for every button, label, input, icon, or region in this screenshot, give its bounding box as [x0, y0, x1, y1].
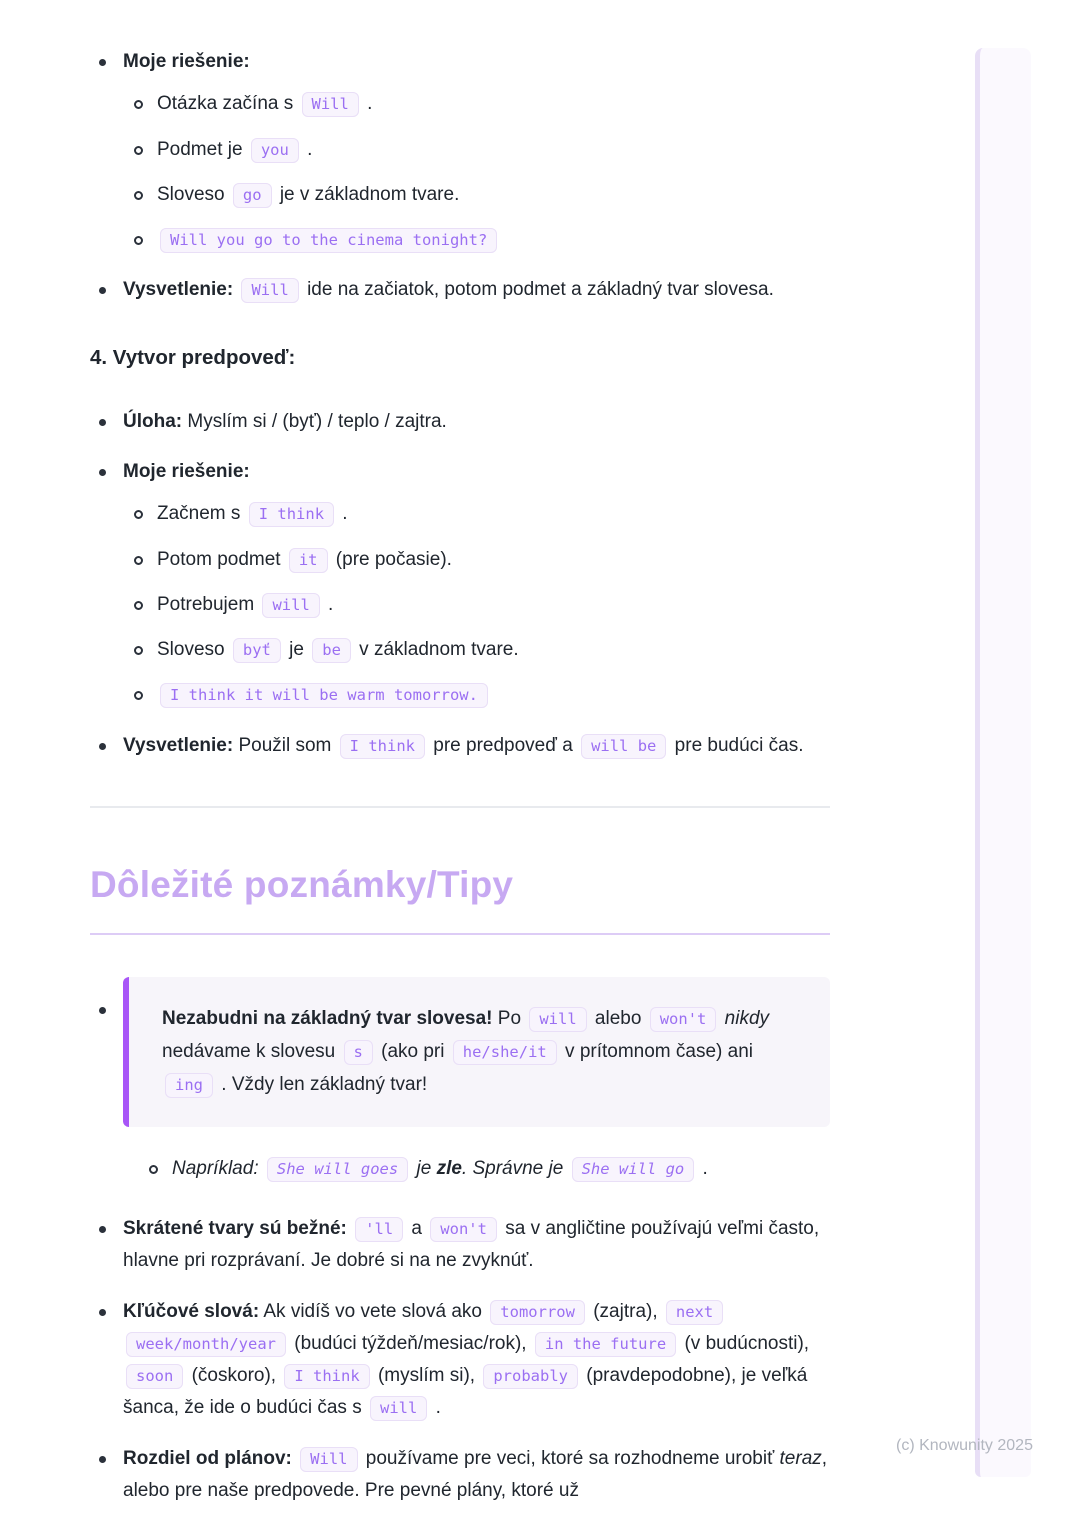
list-item-text: Vysvetlenie: Použil som I think pre predpoveď a will be pre budúci čas. — [123, 730, 830, 762]
bullet-icon — [99, 1007, 106, 1014]
code-chip: it — [289, 548, 328, 573]
list-item — [90, 406, 830, 438]
copyright-note: (c) Knowunity 2025 — [896, 1437, 1033, 1454]
list-item-text: Začnem s I think . — [157, 498, 830, 530]
list-item-text: Úloha: Myslím si / (byť) / teplo / zajtra. — [123, 410, 447, 432]
circle-bullet-icon — [134, 691, 143, 700]
list-item — [90, 1213, 830, 1278]
code-chip: Will — [241, 278, 298, 303]
circle-bullet-icon — [134, 236, 143, 245]
circle-bullet-icon — [149, 1165, 158, 1174]
bullet-icon — [99, 1456, 106, 1463]
code-chip: be — [312, 638, 351, 663]
list-item-text: Otázka začína s Will . — [157, 88, 830, 120]
list-item — [123, 679, 830, 711]
bullet-icon — [99, 1309, 106, 1316]
list-item-text: Moje riešenie: — [123, 51, 250, 72]
code-chip: Will — [302, 92, 359, 117]
tips-list — [90, 977, 830, 1507]
bullet-icon — [99, 419, 106, 426]
code-chip: Will — [300, 1447, 357, 1472]
code-chip: Will you go to the cinema tonight? — [160, 228, 497, 253]
list-item — [123, 179, 830, 211]
code-chip: ing — [165, 1073, 213, 1098]
code-chip: will — [262, 593, 319, 618]
section-heading-4: 4. Vytvor predpoveď: — [90, 345, 296, 369]
code-chip: soon — [126, 1364, 183, 1389]
code-chip: won't — [650, 1007, 717, 1032]
bullet-icon — [99, 59, 106, 66]
circle-bullet-icon — [134, 100, 143, 109]
list-item — [90, 730, 830, 762]
tip-callout: Nezabudni na základný tvar slovesa! Po will alebo won't nikdy nedávame k slovesu s (ako pri he/she/it v prítomnom čase) ani ing . Vždy len základný tvar! — [123, 977, 830, 1127]
circle-bullet-icon — [134, 601, 143, 610]
list-item — [90, 456, 830, 712]
document-body — [90, 46, 830, 1525]
code-chip: She will go — [572, 1157, 695, 1182]
code-chip: byť — [233, 638, 281, 663]
section-divider — [90, 806, 830, 808]
list-item — [123, 224, 830, 256]
code-chip: 'll — [355, 1217, 403, 1242]
list-item — [123, 634, 830, 666]
code-chip: She will goes — [267, 1157, 408, 1182]
circle-bullet-icon — [134, 510, 143, 519]
bullet-icon — [99, 743, 106, 750]
list-item — [123, 498, 830, 530]
list-item — [123, 589, 830, 621]
bullet-icon — [99, 469, 106, 476]
list-item — [90, 977, 830, 1185]
list-item-text: Rozdiel od plánov: Will používame pre veci, ktoré sa rozhodneme urobiť teraz, alebo pre naše predpovede. Pre pevné plány, ktoré už — [123, 1447, 828, 1502]
list-item-text: Potom podmet it (pre počasie). — [157, 544, 830, 576]
code-chip: he/she/it — [453, 1040, 557, 1065]
code-chip: you — [251, 138, 299, 163]
list-item — [123, 134, 830, 166]
circle-bullet-icon — [134, 556, 143, 565]
circle-bullet-icon — [134, 646, 143, 655]
scrollbar-rail[interactable] — [975, 48, 1031, 1477]
list-item-text: Sloveso byť je be v základnom tvare. — [157, 634, 830, 666]
solution1-list — [90, 46, 830, 307]
solution1-sublist — [123, 88, 830, 256]
code-chip: probably — [483, 1364, 578, 1389]
solution2-list — [90, 406, 830, 762]
code-chip: I think — [249, 502, 334, 527]
code-chip: will — [370, 1396, 427, 1421]
code-chip: I think — [284, 1364, 369, 1389]
code-chip: I think it will be warm tomorrow. — [160, 683, 488, 708]
list-item — [90, 1443, 830, 1508]
code-chip: s — [344, 1040, 373, 1065]
list-item-text: Vysvetlenie: Will ide na začiatok, potom podmet a základný tvar slovesa. — [123, 274, 830, 306]
list-item-text: Sloveso go je v základnom tvare. — [157, 179, 830, 211]
bullet-icon — [99, 287, 106, 294]
solution2-sublist — [123, 498, 830, 711]
list-item-text: Napríklad: She will goes je zle. Správne je She will go . — [172, 1153, 830, 1185]
list-item — [123, 88, 830, 120]
list-item-text — [157, 679, 830, 711]
list-item — [90, 274, 830, 306]
code-chip: tomorrow — [490, 1300, 585, 1325]
circle-bullet-icon — [134, 146, 143, 155]
list-item — [123, 544, 830, 576]
code-chip: won't — [430, 1217, 497, 1242]
tips-page-title: Dôležité poznámky/Tipy — [90, 854, 830, 935]
code-chip: will be — [581, 734, 666, 759]
list-item-text: Skrátené tvary sú bežné: 'll a won't sa v angličtine používajú veľmi často, hlavne pri rozprávaní. Je dobré si na ne zvyknúť. — [123, 1217, 820, 1272]
list-item — [90, 1296, 830, 1425]
code-chip: go — [233, 183, 272, 208]
list-item-text: Kľúčové slová: Ak vidíš vo vete slová ako tomorrow (zajtra), next week/month/year (budúci týždeň/mesiac/rok), in the future (v budúcnosti), soon (čoskoro), I think (myslím si), probably (pravdepodobne), je veľká šanca, že ide o budúci čas s will . — [123, 1296, 830, 1425]
bullet-icon — [99, 1226, 106, 1233]
circle-bullet-icon — [134, 191, 143, 200]
code-chip: I think — [340, 734, 425, 759]
code-chip: will — [529, 1007, 586, 1032]
code-chip: next week/month/year — [126, 1300, 723, 1357]
list-item-text: Potrebujem will . — [157, 589, 830, 621]
list-item-text — [157, 224, 830, 256]
list-item-text: Podmet je you . — [157, 134, 830, 166]
code-chip: in the future — [535, 1332, 676, 1357]
list-item-text: Moje riešenie: — [123, 460, 250, 482]
list-item — [90, 46, 830, 256]
list-item — [138, 1153, 830, 1185]
